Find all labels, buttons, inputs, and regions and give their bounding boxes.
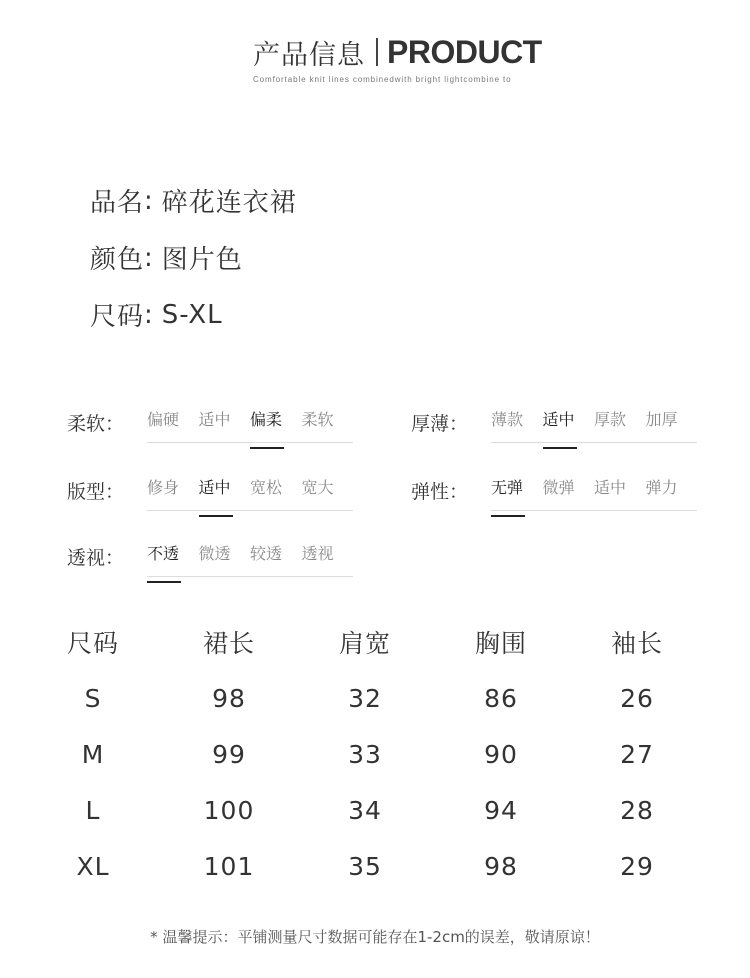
- attr-option-selected: 无弹: [491, 474, 543, 510]
- attr-option: 透视: [301, 544, 334, 563]
- table-cell: 29: [620, 851, 654, 881]
- table-header-cell: 尺码: [66, 629, 119, 658]
- info-label: 颜色: [90, 245, 145, 275]
- attr-label: 版型：: [67, 481, 125, 503]
- table-header-cell: 胸围: [474, 629, 527, 658]
- header-title-row: [253, 32, 542, 72]
- size-table: [25, 614, 705, 894]
- table-cell: 86: [484, 683, 518, 713]
- info-label: 品名: [90, 188, 145, 218]
- table-cell: S: [84, 683, 102, 713]
- info-label: 尺码: [90, 302, 145, 332]
- attr-options: [491, 406, 697, 443]
- header-subtitle: Comfortable knit lines combinedwith bright lightcombine to: [253, 75, 512, 84]
- table-cell: XL: [76, 851, 110, 881]
- table-row: [25, 670, 705, 726]
- attr-option: 偏硬: [147, 410, 180, 429]
- attr-option: 薄款: [491, 410, 524, 429]
- table-cell: 27: [620, 739, 654, 769]
- info-row-color: [90, 229, 297, 286]
- info-row-size: [90, 286, 297, 343]
- attr-option: 加厚: [645, 410, 678, 429]
- table-cell: M: [81, 739, 105, 769]
- attr-label: 弹性：: [411, 481, 469, 503]
- table-cell: 28: [620, 795, 654, 825]
- table-header-cell: 袖长: [610, 629, 663, 658]
- table-row: [25, 726, 705, 782]
- attr-label: 厚薄：: [411, 413, 469, 435]
- attr-option: 适中: [198, 410, 231, 429]
- attr-option-selected: 偏柔: [250, 406, 302, 442]
- table-cell: 35: [348, 851, 382, 881]
- attr-fit: [67, 474, 357, 510]
- table-cell: 98: [484, 851, 518, 881]
- attr-options: [147, 540, 353, 577]
- footer-note: * 温馨提示：平铺测量尺寸数据可能存在1-2cm的误差，敬请原谅！: [150, 928, 600, 946]
- attr-option: 修身: [147, 478, 180, 497]
- info-separator: :: [144, 242, 154, 273]
- table-row: [25, 782, 705, 838]
- product-header: [0, 30, 750, 90]
- attr-option-selected: 不透: [147, 540, 199, 576]
- table-cell: 101: [203, 851, 255, 881]
- info-separator: :: [144, 185, 154, 216]
- table-header-cell: 裙长: [202, 629, 255, 658]
- attr-option: 适中: [594, 478, 627, 497]
- attr-option: 微透: [198, 544, 231, 563]
- table-cell: 100: [203, 795, 255, 825]
- attr-option-selected: 适中: [199, 474, 251, 510]
- product-info: [90, 172, 297, 343]
- table-cell: 94: [484, 795, 518, 825]
- attr-softness: [67, 406, 357, 442]
- table-row: [25, 838, 705, 894]
- attr-option: 宽松: [250, 478, 283, 497]
- info-value: S-XL: [161, 299, 223, 330]
- attr-option-selected: 适中: [543, 406, 595, 442]
- table-cell: 32: [348, 683, 382, 713]
- table-cell: 33: [348, 739, 382, 769]
- attr-option: 宽大: [301, 478, 334, 497]
- table-cell: L: [85, 795, 101, 825]
- header-title-en: PRODUCT: [387, 33, 542, 70]
- info-row-name: [90, 172, 297, 229]
- attr-transparency: [67, 540, 357, 576]
- table-cell: 99: [212, 739, 246, 769]
- attr-options: [147, 474, 353, 511]
- attr-option: 弹力: [645, 478, 678, 497]
- attr-option: 厚款: [594, 410, 627, 429]
- attr-options: [491, 474, 697, 511]
- attr-option: 微弹: [542, 478, 575, 497]
- attr-thickness: [411, 406, 701, 442]
- header-title-cn: 产品信息: [253, 39, 365, 71]
- info-value: 碎花连衣裙: [161, 188, 297, 218]
- table-header-cell: 肩宽: [338, 629, 391, 658]
- attr-option: 柔软: [301, 410, 334, 429]
- info-separator: :: [144, 299, 154, 330]
- table-cell: 98: [212, 683, 246, 713]
- attr-options: [147, 406, 353, 443]
- header-divider: [376, 38, 378, 66]
- table-header-row: [25, 614, 705, 670]
- table-cell: 34: [348, 795, 382, 825]
- table-cell: 90: [484, 739, 518, 769]
- table-cell: 26: [620, 683, 654, 713]
- attr-label: 透视：: [67, 547, 125, 569]
- info-value: 图片色: [161, 245, 243, 275]
- attr-option: 较透: [250, 544, 283, 563]
- attr-label: 柔软：: [67, 413, 125, 435]
- attr-elasticity: [411, 474, 701, 510]
